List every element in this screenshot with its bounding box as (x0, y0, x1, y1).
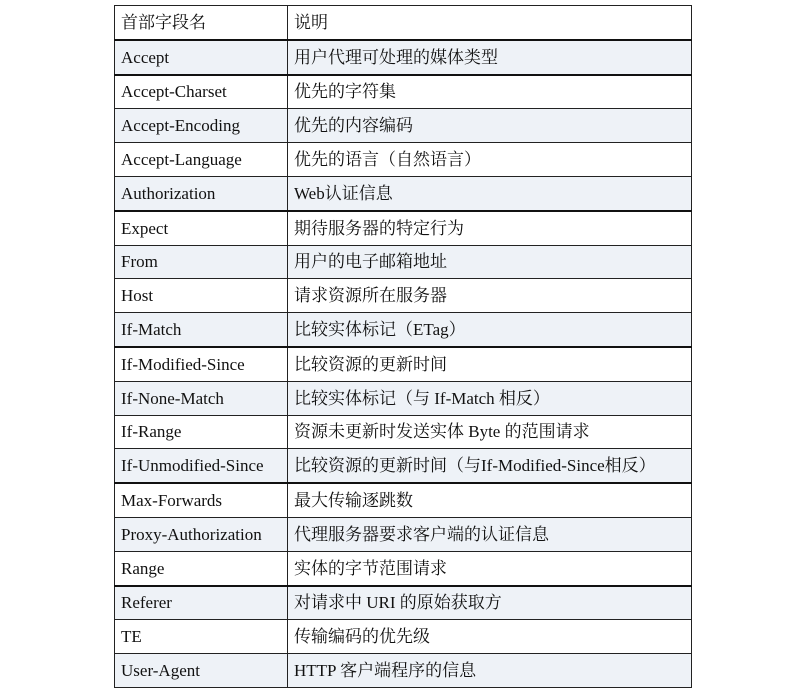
field-name-cell: Expect (115, 211, 288, 245)
table-row (115, 40, 692, 75)
header-field-name: 首部字段名 (115, 6, 288, 40)
description-cell: Web认证信息 (288, 176, 692, 210)
field-name-cell: If-Match (115, 313, 288, 347)
field-name-cell: Accept-Language (115, 143, 288, 177)
table-row (115, 586, 692, 620)
table-row (115, 381, 692, 415)
description-cell: 期待服务器的特定行为 (288, 211, 692, 245)
table-row (115, 75, 692, 109)
description-cell: 用户代理可处理的媒体类型 (288, 40, 692, 75)
description-cell: 比较实体标记（ETag） (288, 313, 692, 347)
description-cell: 优先的字符集 (288, 75, 692, 109)
field-name-cell: TE (115, 620, 288, 654)
description-cell: 代理服务器要求客户端的认证信息 (288, 517, 692, 551)
table-row (115, 279, 692, 313)
description-cell: HTTP 客户端程序的信息 (288, 654, 692, 688)
table-row (115, 551, 692, 585)
field-name-cell: Accept-Charset (115, 75, 288, 109)
table-row (115, 347, 692, 381)
description-cell: 比较资源的更新时间 (288, 347, 692, 381)
field-name-cell: Authorization (115, 176, 288, 210)
header-fields-table (114, 5, 692, 688)
field-name-cell: From (115, 245, 288, 279)
description-cell: 对请求中 URI 的原始获取方 (288, 586, 692, 620)
field-name-cell: User-Agent (115, 654, 288, 688)
field-name-cell: Proxy-Authorization (115, 517, 288, 551)
table-header-row (115, 6, 692, 40)
description-cell: 优先的语言（自然语言） (288, 143, 692, 177)
table-row (115, 176, 692, 210)
description-cell: 资源未更新时发送实体 Byte 的范围请求 (288, 415, 692, 449)
field-name-cell: Accept (115, 40, 288, 75)
field-name-cell: If-Modified-Since (115, 347, 288, 381)
field-name-cell: If-Range (115, 415, 288, 449)
description-cell: 优先的内容编码 (288, 109, 692, 143)
field-name-cell: Referer (115, 586, 288, 620)
table-row (115, 620, 692, 654)
table-row (115, 211, 692, 245)
description-cell: 实体的字节范围请求 (288, 551, 692, 585)
table-row (115, 449, 692, 483)
description-cell: 传输编码的优先级 (288, 620, 692, 654)
table-row (115, 654, 692, 688)
table-row (115, 415, 692, 449)
table-row (115, 483, 692, 517)
description-cell: 最大传输逐跳数 (288, 483, 692, 517)
field-name-cell: If-None-Match (115, 381, 288, 415)
field-name-cell: Max-Forwards (115, 483, 288, 517)
table-row (115, 143, 692, 177)
table-row (115, 245, 692, 279)
description-cell: 用户的电子邮箱地址 (288, 245, 692, 279)
field-name-cell: Range (115, 551, 288, 585)
header-description: 说明 (288, 6, 692, 40)
field-name-cell: Accept-Encoding (115, 109, 288, 143)
table-row (115, 109, 692, 143)
table-row (115, 517, 692, 551)
description-cell: 比较实体标记（与 If-Match 相反） (288, 381, 692, 415)
field-name-cell: If-Unmodified-Since (115, 449, 288, 483)
field-name-cell: Host (115, 279, 288, 313)
table-row (115, 313, 692, 347)
description-cell: 请求资源所在服务器 (288, 279, 692, 313)
description-cell: 比较资源的更新时间（与If-Modified-Since相反） (288, 449, 692, 483)
